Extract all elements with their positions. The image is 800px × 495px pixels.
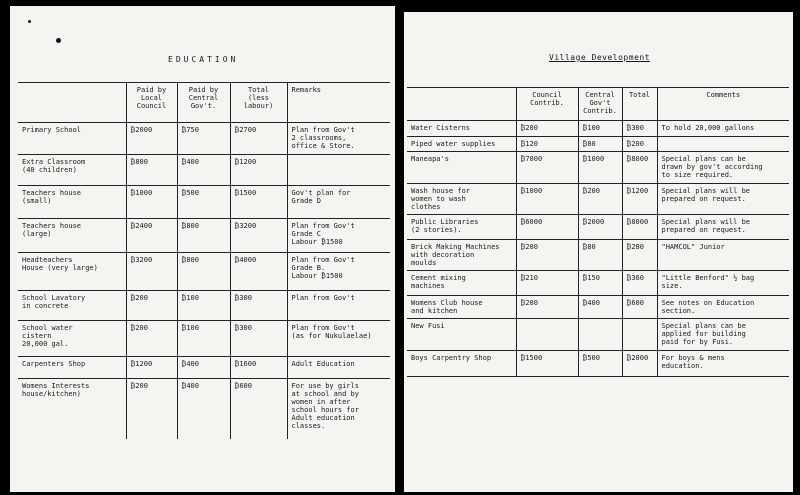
column-header: Total (less labour) xyxy=(230,83,287,123)
amount-cell: ₿200 xyxy=(516,240,578,271)
amount-cell: ₿300 xyxy=(622,121,657,137)
amount-cell: ₿2000 xyxy=(578,215,622,240)
column-header: Total xyxy=(622,88,657,121)
amount-cell xyxy=(578,319,622,351)
amount-cell: ₿600 xyxy=(622,296,657,319)
comments-cell xyxy=(657,137,789,152)
table-row xyxy=(407,121,789,137)
item-cell: Public Libraries (2 stories). xyxy=(407,215,516,240)
comments-cell: Special plans can be applied for building paid for by Fusi. xyxy=(657,319,789,351)
remarks-cell: For use by girls at school and by women in after school hours for Adult education classes. xyxy=(287,379,390,439)
amount-cell: ₿800 xyxy=(177,219,230,253)
amount-cell xyxy=(516,319,578,351)
table-row xyxy=(407,240,789,271)
amount-cell: ₿750 xyxy=(177,123,230,155)
table-row xyxy=(407,152,789,184)
amount-cell: ₿200 xyxy=(126,291,177,321)
amount-cell: ₿80 xyxy=(578,137,622,152)
education-title: EDUCATION xyxy=(168,55,239,64)
table-row xyxy=(18,253,390,291)
comments-cell: For boys & mens education. xyxy=(657,351,789,377)
amount-cell: ₿1500 xyxy=(516,351,578,377)
table-row xyxy=(18,357,390,379)
amount-cell: ₿500 xyxy=(177,186,230,219)
amount-cell: ₿8000 xyxy=(622,152,657,184)
amount-cell: ₿400 xyxy=(177,155,230,186)
amount-cell: ₿7000 xyxy=(516,152,578,184)
column-header: Remarks xyxy=(287,83,390,123)
comments-cell: Special plans can be drawn by gov't according to size required. xyxy=(657,152,789,184)
amount-cell: ₿1200 xyxy=(622,184,657,215)
amount-cell: ₿210 xyxy=(516,271,578,296)
column-header: Paid by Central Gov't. xyxy=(177,83,230,123)
item-cell: Primary School xyxy=(18,123,126,155)
education-table xyxy=(18,82,390,439)
punch-mark xyxy=(56,38,61,43)
amount-cell: ₿300 xyxy=(230,291,287,321)
item-cell: Boys Carpentry Shop xyxy=(407,351,516,377)
amount-cell: ₿200 xyxy=(516,121,578,137)
village-table xyxy=(407,87,789,377)
amount-cell: ₿200 xyxy=(516,296,578,319)
amount-cell: ₿100 xyxy=(177,321,230,357)
column-header xyxy=(18,83,126,123)
amount-cell: ₿3200 xyxy=(126,253,177,291)
amount-cell: ₿800 xyxy=(126,155,177,186)
amount-cell: ₿500 xyxy=(578,351,622,377)
table-row xyxy=(18,155,390,186)
table-header-row xyxy=(407,88,789,121)
table-row xyxy=(407,296,789,319)
item-cell: Water Cisterns xyxy=(407,121,516,137)
table-row xyxy=(18,379,390,439)
item-cell: Piped water supplies xyxy=(407,137,516,152)
item-cell: Wash house for women to wash clothes xyxy=(407,184,516,215)
amount-cell: ₿400 xyxy=(578,296,622,319)
item-cell: Teachers house (large) xyxy=(18,219,126,253)
remarks-cell: Plan from Gov't Grade B. Labour ₿1500 xyxy=(287,253,390,291)
amount-cell: ₿1200 xyxy=(230,155,287,186)
amount-cell: ₿2400 xyxy=(126,219,177,253)
comments-cell: See notes on Education section. xyxy=(657,296,789,319)
column-header: Council Contrib. xyxy=(516,88,578,121)
amount-cell: ₿100 xyxy=(578,121,622,137)
comments-cell: To hold 20,000 gallons xyxy=(657,121,789,137)
amount-cell: ₿1000 xyxy=(516,184,578,215)
table-row xyxy=(407,319,789,351)
amount-cell: ₿80 xyxy=(578,240,622,271)
amount-cell: ₿1600 xyxy=(230,357,287,379)
column-header xyxy=(407,88,516,121)
table-row xyxy=(407,271,789,296)
right-page xyxy=(404,12,793,492)
amount-cell: ₿100 xyxy=(177,291,230,321)
amount-cell: ₿400 xyxy=(177,357,230,379)
table-row xyxy=(407,184,789,215)
column-header: Central Gov't Contrib. xyxy=(578,88,622,121)
table-row xyxy=(18,219,390,253)
amount-cell: ₿6000 xyxy=(516,215,578,240)
table-row xyxy=(407,351,789,377)
amount-cell: ₿120 xyxy=(516,137,578,152)
comments-cell: Special plans will be prepared on request. xyxy=(657,184,789,215)
item-cell: School Lavatory in concrete xyxy=(18,291,126,321)
amount-cell xyxy=(622,319,657,351)
amount-cell: ₿300 xyxy=(230,321,287,357)
amount-cell: ₿4000 xyxy=(230,253,287,291)
amount-cell: ₿800 xyxy=(177,253,230,291)
left-page xyxy=(10,6,395,492)
comments-cell: "Little Benford" ½ bag size. xyxy=(657,271,789,296)
amount-cell: ₿1000 xyxy=(126,186,177,219)
amount-cell: ₿2700 xyxy=(230,123,287,155)
amount-cell: ₿360 xyxy=(622,271,657,296)
item-cell: Brick Making Machines with decoration moulds xyxy=(407,240,516,271)
comments-cell: "HAMCOL" Junior xyxy=(657,240,789,271)
amount-cell: ₿200 xyxy=(126,321,177,357)
table-header-row xyxy=(18,83,390,123)
item-cell: Headteachers House (very large) xyxy=(18,253,126,291)
item-cell: Cement mixing machines xyxy=(407,271,516,296)
amount-cell: ₿400 xyxy=(177,379,230,439)
table-row xyxy=(407,137,789,152)
table-row xyxy=(18,186,390,219)
remarks-cell xyxy=(287,155,390,186)
punch-mark xyxy=(28,20,31,23)
remarks-cell: Plan from Gov't xyxy=(287,291,390,321)
remarks-cell: Gov't plan for Grade D xyxy=(287,186,390,219)
amount-cell: ₿150 xyxy=(578,271,622,296)
column-header: Paid by Local Council xyxy=(126,83,177,123)
item-cell: Maneapa's xyxy=(407,152,516,184)
item-cell: Teachers house (small) xyxy=(18,186,126,219)
amount-cell: ₿280 xyxy=(622,240,657,271)
item-cell: Carpenters Shop xyxy=(18,357,126,379)
remarks-cell: Adult Education xyxy=(287,357,390,379)
table-row xyxy=(18,321,390,357)
table-row xyxy=(407,215,789,240)
item-cell: School water cistern 20,000 gal. xyxy=(18,321,126,357)
comments-cell: Special plans will be prepared on request. xyxy=(657,215,789,240)
amount-cell: ₿2000 xyxy=(622,351,657,377)
village-title: Village Development xyxy=(549,53,651,62)
amount-cell: ₿600 xyxy=(230,379,287,439)
amount-cell: ₿2000 xyxy=(126,123,177,155)
table-row xyxy=(18,291,390,321)
item-cell: Extra Classroom (40 children) xyxy=(18,155,126,186)
amount-cell: ₿1000 xyxy=(578,152,622,184)
amount-cell: ₿1200 xyxy=(126,357,177,379)
table-row xyxy=(18,123,390,155)
amount-cell: ₿200 xyxy=(126,379,177,439)
amount-cell: ₿200 xyxy=(578,184,622,215)
item-cell: Womens Club house and kitchen xyxy=(407,296,516,319)
remarks-cell: Plan from Gov't (as for Nukulaelae) xyxy=(287,321,390,357)
amount-cell: ₿200 xyxy=(622,137,657,152)
item-cell: Womens Interests house/kitchen) xyxy=(18,379,126,439)
item-cell: New Fusi xyxy=(407,319,516,351)
remarks-cell: Plan from Gov't Grade C Labour ₿1500 xyxy=(287,219,390,253)
amount-cell: ₿8000 xyxy=(622,215,657,240)
amount-cell: ₿1500 xyxy=(230,186,287,219)
remarks-cell: Plan from Gov't 2 classrooms, office & Store. xyxy=(287,123,390,155)
amount-cell: ₿3200 xyxy=(230,219,287,253)
column-header: Comments xyxy=(657,88,789,121)
